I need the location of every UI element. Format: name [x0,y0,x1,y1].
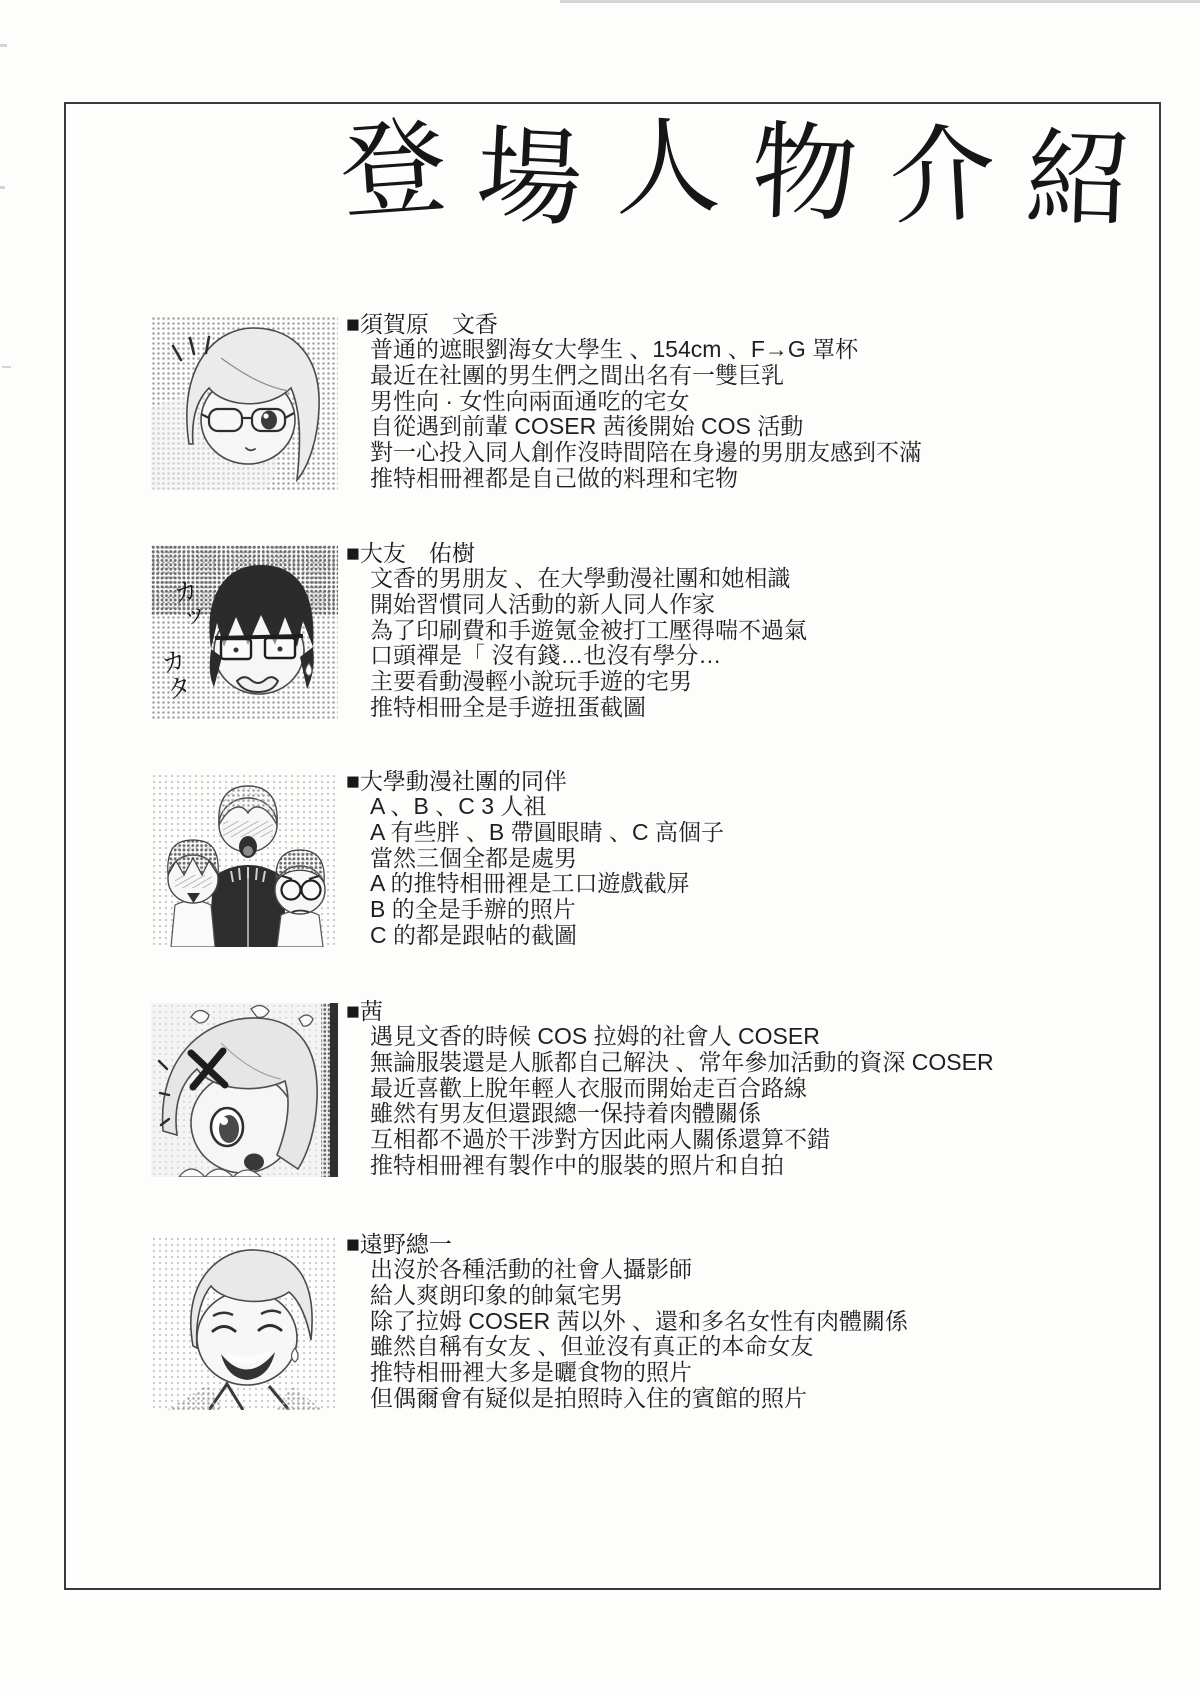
character-detail-line: 推特相冊裡都是自己做的料理和宅物 [370,464,738,491]
portrait-akane [151,1003,338,1177]
eye [234,648,239,653]
cosplayer-girl-portrait-illustration [151,1003,338,1177]
character-detail-line: 自從遇到前輩 COSER 茜後開始 COS 活動 [370,413,804,440]
character-section-akane [151,998,1126,1179]
title-char: 介 [886,114,999,238]
character-detail-line: 口頭禪是「 沒有錢…也沒有學分… [370,642,722,669]
character-detail-line: 文香的男朋友 、在大學動漫社團和她相識 [370,565,791,591]
title-char: 場 [473,116,586,240]
character-section-sugahara-fumika [151,311,1126,492]
character-detail-line: 最近在社團的男生們之間出名有一雙巨乳 [370,361,784,388]
eye [278,647,283,652]
character-text-block [346,998,1126,1179]
smiling-man-portrait-illustration [151,1236,338,1410]
character-name: ■須賀原 文香 [346,311,498,337]
character-detail-line: 無論服裝還是人脈都自己解決 、常年參加活動的資深 COSER [370,1048,994,1075]
character-name: ■大學動漫社團的同伴 [346,768,567,794]
character-detail-line: 最近喜歡上脫年輕人衣服而開始走百合路線 [370,1074,807,1101]
blush [175,875,212,888]
character-name: ■茜 [346,998,383,1024]
title-char: 人 [612,107,723,229]
character-detail-line: 但偶爾會有疑似是拍照時入住的賓館的照片 [370,1384,807,1411]
character-text-block [346,768,1126,949]
character-detail-line: 除了拉姆 COSER 茜以外 、還和多名女性有肉體關係 [370,1307,908,1334]
open-mouth [244,1154,264,1171]
eye [261,411,277,430]
character-detail-line: B 的全是手辦的照片 [370,896,576,923]
character-section-otomo-yuki [151,540,1126,721]
character-detail-line: 開始習慣同人活動的新人同人作家 [370,590,715,617]
portrait-sugahara-fumika [151,316,338,490]
boy-glasses-portrait-illustration [151,545,338,719]
character-detail-line: 給人爽朗印象的帥氣宅男 [370,1281,623,1308]
character-detail-line: 男性向 · 女性向兩面通吃的宅女 [370,387,690,414]
character-detail-line: 推特相冊裡有製作中的服裝的照片和自拍 [370,1151,784,1178]
title-char: 物 [749,113,860,235]
character-detail-line: C 的都是跟帖的截圖 [370,921,577,948]
character-detail-line: 推特相冊裡大多是曬食物的照片 [370,1359,692,1386]
scan-artifact [0,186,5,189]
three-club-members-portrait-illustration [151,773,338,947]
character-detail-line: 主要看動漫輕小說玩手遊的宅男 [370,668,692,695]
portrait-club-members [151,773,338,947]
character-detail-line: 互相都不過於干涉對方因此兩人關係還算不錯 [370,1126,830,1153]
character-section-tono-soichi [151,1231,1126,1412]
frill-collar [179,1169,261,1177]
character-detail-line: 雖然有男友但還跟總一保持着肉體關係 [370,1100,761,1127]
shirt [171,901,215,948]
character-detail-line: 普通的遮眼劉海女大學生 、154cm 、F→G 罩杯 [370,336,859,362]
character-text-block [346,1231,1126,1412]
character-section-club-members [151,768,1126,949]
title-char: 登 [336,107,451,233]
sfx-text-kata: カタ [155,646,194,705]
character-detail-line: 出沒於各種活動的社會人攝影師 [370,1256,692,1282]
character-detail-line: A 、B 、C 3 人祖 [370,793,547,819]
eye [211,1108,243,1146]
blush [223,821,273,837]
character-name: ■遠野總一 [346,1231,452,1257]
page-title [336,98,1134,248]
character-detail-line: 對一心投入同人創作沒時間陪在身邊的男朋友感到不滿 [370,439,922,466]
scan-artifact [2,366,11,368]
scan-artifact [560,0,1200,3]
character-detail-line: 推特相冊全是手遊扭蛋截圖 [370,693,646,720]
character-detail-line: 雖然自稱有女友 、但並沒有真正的本命女友 [370,1333,814,1360]
character-detail-line: A 的推特相冊裡是工口遊戲截屏 [370,870,690,897]
shirt [277,911,323,948]
portrait-otomo-yuki [151,545,338,719]
scan-artifact [0,44,7,47]
character-detail-line: A 有些胖 、B 帶圓眼睛 、C 高個子 [370,818,724,845]
character-text-block [346,311,1126,492]
character-name: ■大友 佑樹 [346,540,475,566]
character-detail-line: 為了印刷費和手遊氪金被打工壓得喘不過氣 [370,616,807,643]
character-text-block [346,540,1126,721]
portrait-tono-soichi [151,1236,338,1410]
character-detail-line: 遇見文香的時候 COS 拉姆的社會人 COSER [370,1023,820,1049]
character-detail-line: 當然三個全都是處男 [370,844,577,871]
title-char: 紹 [1023,119,1134,241]
girl-glasses-portrait-illustration [151,316,338,490]
sfx-text-katsu: カッ [167,576,206,635]
